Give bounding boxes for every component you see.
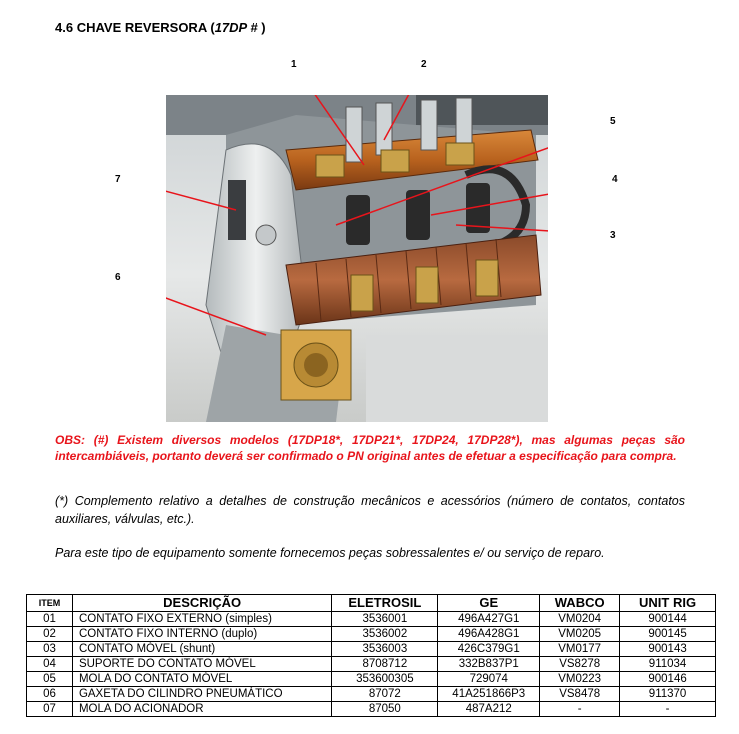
cell-description: SUPORTE DO CONTATO MÓVEL <box>72 657 331 672</box>
cell-unit-rig: 911370 <box>620 687 716 702</box>
table-row <box>27 612 716 627</box>
cell-item: 03 <box>27 642 73 657</box>
section-number: 4.6 <box>55 20 74 35</box>
cell-unit-rig: 900146 <box>620 672 716 687</box>
header-description: DESCRIÇÃO <box>72 595 331 612</box>
cell-item: 07 <box>27 702 73 717</box>
cell-wabco: VM0223 <box>540 672 620 687</box>
table-row <box>27 702 716 717</box>
cell-ge: 426C379G1 <box>438 642 540 657</box>
cell-description: CONTATO FIXO INTERNO (duplo) <box>72 627 331 642</box>
table-row <box>27 627 716 642</box>
cell-wabco: VM0204 <box>540 612 620 627</box>
cell-item: 02 <box>27 627 73 642</box>
table-row <box>27 687 716 702</box>
callout-5: 5 <box>610 116 616 127</box>
cell-wabco: VM0205 <box>540 627 620 642</box>
model-close-paren: ) <box>261 20 266 35</box>
complement-note: (*) Complemento relativo a detalhes de construção mecânicos e acessórios (número de contatos, contatos auxiliares, válvulas, etc.). <box>55 494 685 526</box>
table-row <box>27 657 716 672</box>
cell-description: MOLA DO ACIONADOR <box>72 702 331 717</box>
callout-3: 3 <box>610 230 616 241</box>
cell-unit-rig: - <box>620 702 716 717</box>
callout-1: 1 <box>291 59 297 70</box>
callout-4: 4 <box>612 174 618 185</box>
cell-item: 05 <box>27 672 73 687</box>
table-row <box>27 642 716 657</box>
cell-description: MOLA DO CONTATO MÓVEL <box>72 672 331 687</box>
cell-eletrosil: 3536002 <box>332 627 438 642</box>
cell-description: GAXETA DO CILINDRO PNEUMÁTICO <box>72 687 331 702</box>
cell-item: 01 <box>27 612 73 627</box>
cell-description: CONTATO FIXO EXTERNO (simples) <box>72 612 331 627</box>
section-heading <box>55 20 266 35</box>
table-row <box>27 672 716 687</box>
header-item: ITEM <box>27 595 73 612</box>
header-eletrosil: ELETROSIL <box>332 595 438 612</box>
callout-2: 2 <box>421 59 427 70</box>
cell-eletrosil: 87072 <box>332 687 438 702</box>
header-ge: GE <box>438 595 540 612</box>
cell-wabco: - <box>540 702 620 717</box>
cell-eletrosil: 87050 <box>332 702 438 717</box>
cell-eletrosil: 3536003 <box>332 642 438 657</box>
callout-6: 6 <box>115 272 121 283</box>
parts-table <box>26 594 716 717</box>
cell-item: 04 <box>27 657 73 672</box>
cell-item: 06 <box>27 687 73 702</box>
cell-ge: 496A428G1 <box>438 627 540 642</box>
cell-ge: 729074 <box>438 672 540 687</box>
table-header-row <box>27 595 716 612</box>
service-note: Para este tipo de equipamento somente fornecemos peças sobressalentes e/ ou serviço de reparo. <box>55 546 605 560</box>
cell-ge: 332B837P1 <box>438 657 540 672</box>
cell-unit-rig: 911034 <box>620 657 716 672</box>
reverser-switch-photo <box>166 95 548 422</box>
model-open-paren: ( <box>210 20 215 35</box>
cell-ge: 41A251866P3 <box>438 687 540 702</box>
cell-wabco: VS8478 <box>540 687 620 702</box>
cell-unit-rig: 900144 <box>620 612 716 627</box>
model-code: 17DP # <box>214 20 258 35</box>
callout-7: 7 <box>115 174 121 185</box>
header-wabco: WABCO <box>540 595 620 612</box>
cell-description: CONTATO MÓVEL (shunt) <box>72 642 331 657</box>
cell-unit-rig: 900143 <box>620 642 716 657</box>
cell-wabco: VM0177 <box>540 642 620 657</box>
cell-ge: 487A212 <box>438 702 540 717</box>
section-title: CHAVE REVERSORA <box>76 20 207 35</box>
header-unit-rig: UNIT RIG <box>620 595 716 612</box>
cell-eletrosil: 3536001 <box>332 612 438 627</box>
cell-unit-rig: 900145 <box>620 627 716 642</box>
obs-note: OBS: (#) Existem diversos modelos (17DP18*, 17DP21*, 17DP24, 17DP28*), mas algumas peças são intercambiáveis, portanto deverá ser confirmado o PN original antes de efetuar a especificação para compra. <box>55 433 685 463</box>
cell-eletrosil: 8708712 <box>332 657 438 672</box>
cell-wabco: VS8278 <box>540 657 620 672</box>
cell-ge: 496A427G1 <box>438 612 540 627</box>
cell-eletrosil: 353600305 <box>332 672 438 687</box>
